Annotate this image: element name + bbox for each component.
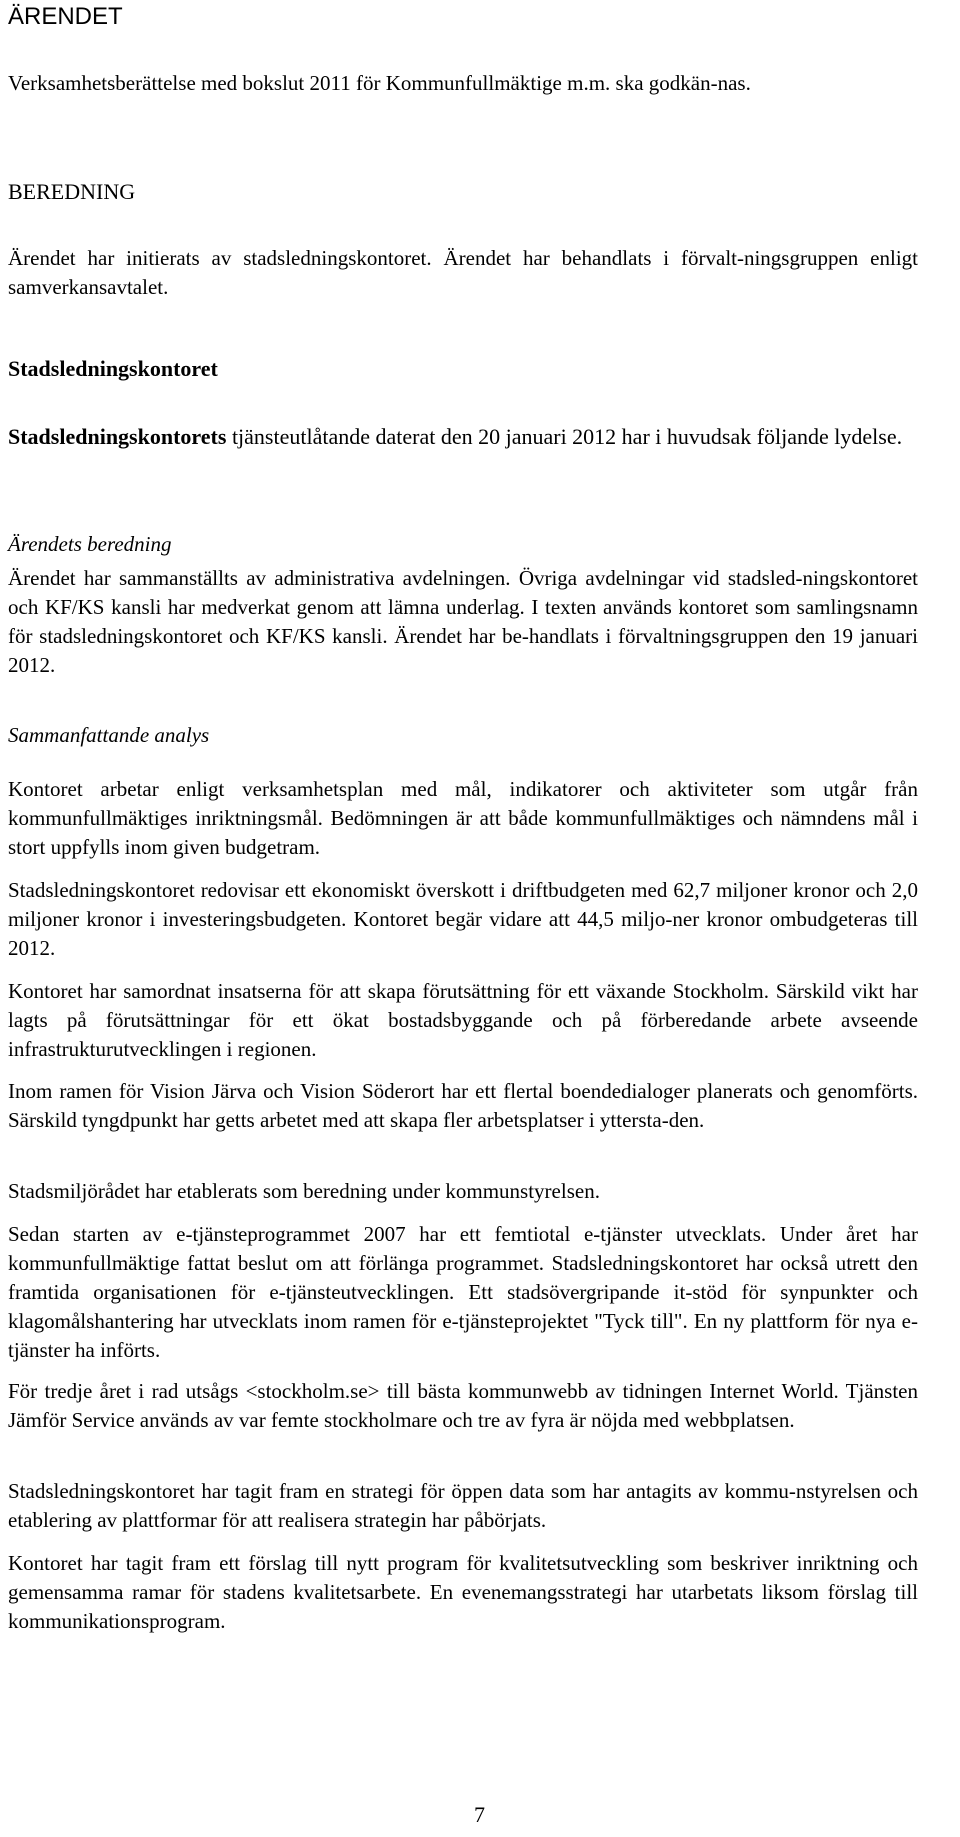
analys-paragraph-5: Stadsmiljörådet har etablerats som beredning under kommunstyrelsen. bbox=[8, 1179, 600, 1203]
tjansteutlatande-lead: Stadsledningskontorets bbox=[8, 424, 227, 449]
beredning-heading: BEREDNING bbox=[8, 179, 136, 204]
analys-paragraph-1: Kontoret arbetar enligt verksamhetsplan med mål, indikatorer och aktiviteter som utgår från kommunfullmäktiges inriktningsmål. Bedömningen är att både kommunfullmäktiges och nämndens mål i stort uppfylls inom given budgetram. bbox=[8, 777, 918, 859]
stadsledningskontoret-heading: Stadsledningskontoret bbox=[8, 356, 218, 381]
analys-paragraph-3: Kontoret har samordnat insatserna för att skapa förutsättning för ett växande Stockholm. Särskild vikt har lagts på förutsättningar för ett ökat bostadsbyggande och på förberedande arbete avseende infrastrukturutvecklingen i regionen. bbox=[8, 979, 918, 1061]
analys-paragraph-9: Kontoret har tagit fram ett förslag till nytt program för kvalitetsutveckling som beskriver inriktning och gemensamma ramar för stadens kvalitetsarbete. En evenemangsstrategi har utarbetats liksom förslag till kommunikationsprogram. bbox=[8, 1551, 918, 1633]
analys-paragraph-2: Stadsledningskontoret redovisar ett ekonomiskt överskott i driftbudgeten med 62,7 miljoner kronor och 2,0 miljoner kronor i investeringsbudgeten. Kontoret begär vidare att 44,5 miljo-ner kronor ombudgeteras till 2012. bbox=[8, 878, 918, 960]
analys-paragraph-8: Stadsledningskontoret har tagit fram en strategi för öppen data som har antagits av kommu-nstyrelsen och etablering av plattformar för att realisera strategin har påbörjats. bbox=[8, 1479, 918, 1532]
page-number: 7 bbox=[474, 1802, 485, 1827]
tjansteutlatande-text: tjänsteutlåtande daterat den 20 januari 2012 har i huvudsak följande lydelse. bbox=[226, 424, 903, 449]
analys-paragraph-4: Inom ramen för Vision Järva och Vision Söderort har ett flertal boendedialoger planerats och genomförts. Särskild tyngdpunkt har getts arbetet med att skapa fler arbetsplatser i yttersta-den. bbox=[8, 1079, 918, 1132]
tjansteutlatande-paragraph bbox=[8, 421, 918, 452]
beredning-paragraph: Ärendet har initierats av stadsledningskontoret. Ärendet har behandlats i förvalt-ningsgruppen enligt samverkansavtalet. bbox=[8, 246, 918, 299]
intro-paragraph: Verksamhetsberättelse med bokslut 2011 för Kommunfullmäktige m.m. ska godkän-nas. bbox=[8, 71, 751, 95]
sammanfattande-analys-heading: Sammanfattande analys bbox=[8, 723, 210, 747]
arendets-beredning-paragraph: Ärendet har sammanställts av administrativa avdelningen. Övriga avdelningar vid stadsled-ningskontoret och KF/KS kansli har medverkat genom att lämna underlag. I texten används kontoret som samlingsnamn för stadsledningskontoret och KF/KS kansli. Ärendet har be-handlats i förvaltningsgruppen den 19 januari 2012. bbox=[8, 566, 918, 677]
section-title: ÄRENDET bbox=[8, 3, 123, 30]
analys-paragraph-7: För tredje året i rad utsågs <stockholm.se> till bästa kommunwebb av tidningen Internet World. Tjänsten Jämför Service används av var femte stockholmare och tre av fyra är nöjda med webbplatsen. bbox=[8, 1379, 918, 1432]
analys-paragraph-6: Sedan starten av e-tjänsteprogrammet 2007 har ett femtiotal e-tjänster utvecklats. Under året har kommunfullmäktige fattat beslut om att förlänga programmet. Stadsledningskontoret har också utrett den framtida organisationen för e-tjänsteutvecklingen. Ett stadsövergripande it-stöd för synpunkter och klagomålshantering har utvecklats inom ramen för e-tjänsteprojektet "Tyck till". En ny plattform för nya e-tjänster ha införts. bbox=[8, 1222, 918, 1362]
arendets-beredning-heading: Ärendets beredning bbox=[8, 532, 172, 556]
